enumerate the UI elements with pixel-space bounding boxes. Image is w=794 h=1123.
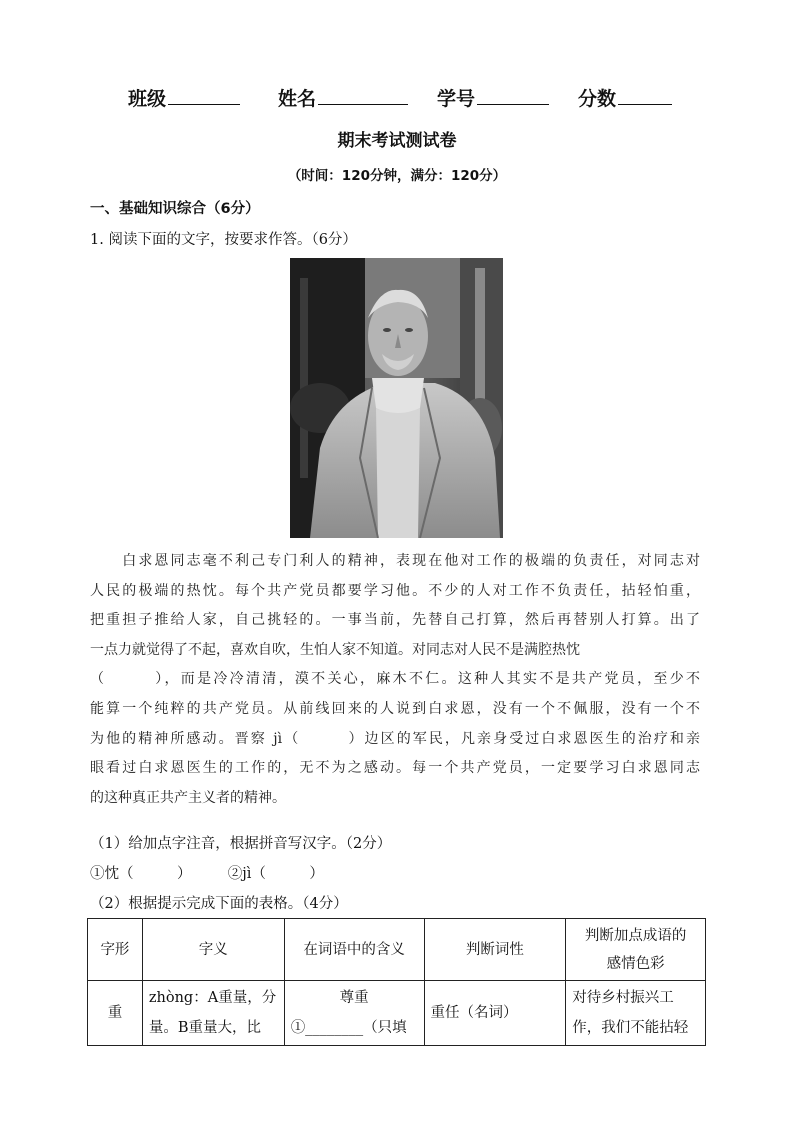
header-emotional-color: 判断加点成语的感情色彩 bbox=[566, 919, 706, 981]
table-row bbox=[88, 981, 706, 1046]
section-heading: 一、基础知识综合（6分） bbox=[90, 201, 260, 217]
passage-line: 人民的极端的热忱。每个共产党员都要学习他。不少的人对工作不负责任，拈轻怕重， bbox=[90, 582, 700, 599]
name-label: 姓名 bbox=[278, 88, 317, 110]
cell-word: 尊重 bbox=[339, 990, 369, 1006]
passage-line: 眼看过白求恩医生的工作的，无不为之感动。每一个共产党员，一定要学习白求恩同志 bbox=[90, 760, 700, 777]
student-id-label: 学号 bbox=[437, 88, 476, 110]
header-glyph: 字形 bbox=[88, 919, 143, 981]
student-id-blank[interactable] bbox=[477, 86, 549, 105]
student-id-field bbox=[437, 84, 549, 111]
exam-subtitle: （时间：120分钟，满分：120分） bbox=[287, 168, 507, 184]
cell-char: 重 bbox=[88, 981, 143, 1046]
cell-part-of-speech: 重任（名词） bbox=[424, 981, 566, 1046]
header-meaning: 字义 bbox=[142, 919, 284, 981]
passage-line: 把重担子推给人家，自己挑轻的。一事当前，先替自己打算，然后再替别人打算。出了 bbox=[90, 612, 700, 629]
score-field bbox=[578, 84, 672, 111]
reading-passage bbox=[90, 547, 700, 813]
class-label: 班级 bbox=[128, 88, 167, 110]
passage-line: 为他的精神所感动。晋察 jì（ ）边区的军民，凡亲身受过白求恩医生的治疗和亲 bbox=[90, 730, 700, 747]
answer-table bbox=[87, 918, 706, 1046]
score-label: 分数 bbox=[578, 88, 617, 110]
header-meaning-in-word: 在词语中的含义 bbox=[284, 919, 424, 981]
portrait-image bbox=[290, 258, 503, 538]
class-field bbox=[128, 84, 240, 111]
passage-line: 的这种真正共产主义者的精神。 bbox=[90, 789, 286, 806]
class-blank[interactable] bbox=[168, 86, 240, 105]
name-field bbox=[278, 84, 408, 111]
exam-title: 期末考试测试卷 bbox=[337, 131, 457, 151]
sub-question-1: （1）给加点字注音，根据拼音写汉字。（2分） bbox=[90, 836, 392, 852]
score-blank[interactable] bbox=[618, 86, 672, 105]
sub-question-1-answer-blanks[interactable]: ①忱（ ） ②jì（ ） bbox=[90, 866, 324, 882]
name-blank[interactable] bbox=[318, 86, 408, 105]
table-header-row bbox=[88, 919, 706, 981]
passage-line: 能算一个纯粹的共产党员。从前线回来的人说到白求恩，没有一个不佩服，没有一个不 bbox=[90, 700, 700, 717]
cell-meaning-in-word[interactable] bbox=[284, 981, 424, 1046]
passage-line: （ ），而是冷冷清清，漠不关心，麻木不仁。这种人其实不是共产党员，至少不 bbox=[90, 671, 700, 688]
passage-line: 一点力就觉得了不起，喜欢自吹，生怕人家不知道。对同志对人民不是满腔热忱 bbox=[90, 641, 580, 658]
sub-question-2: （2）根据提示完成下面的表格。（4分） bbox=[90, 896, 348, 912]
cell-meaning: zhòng：A重量，分量。B重量大，比 bbox=[142, 981, 284, 1046]
student-info-header bbox=[0, 84, 794, 114]
cell-word-blank[interactable]: ①________（只填 bbox=[290, 1020, 407, 1036]
passage-line: 白求恩同志毫不利己专门利人的精神，表现在他对工作的极端的负责任，对同志对 bbox=[90, 553, 700, 569]
portrait-photo bbox=[290, 258, 503, 538]
header-part-of-speech: 判断词性 bbox=[424, 919, 566, 981]
cell-emotion: 对待乡村振兴工作，我们不能拈轻 bbox=[566, 981, 706, 1046]
question-1-prompt: 1. 阅读下面的文字，按要求作答。（6分） bbox=[90, 232, 357, 248]
